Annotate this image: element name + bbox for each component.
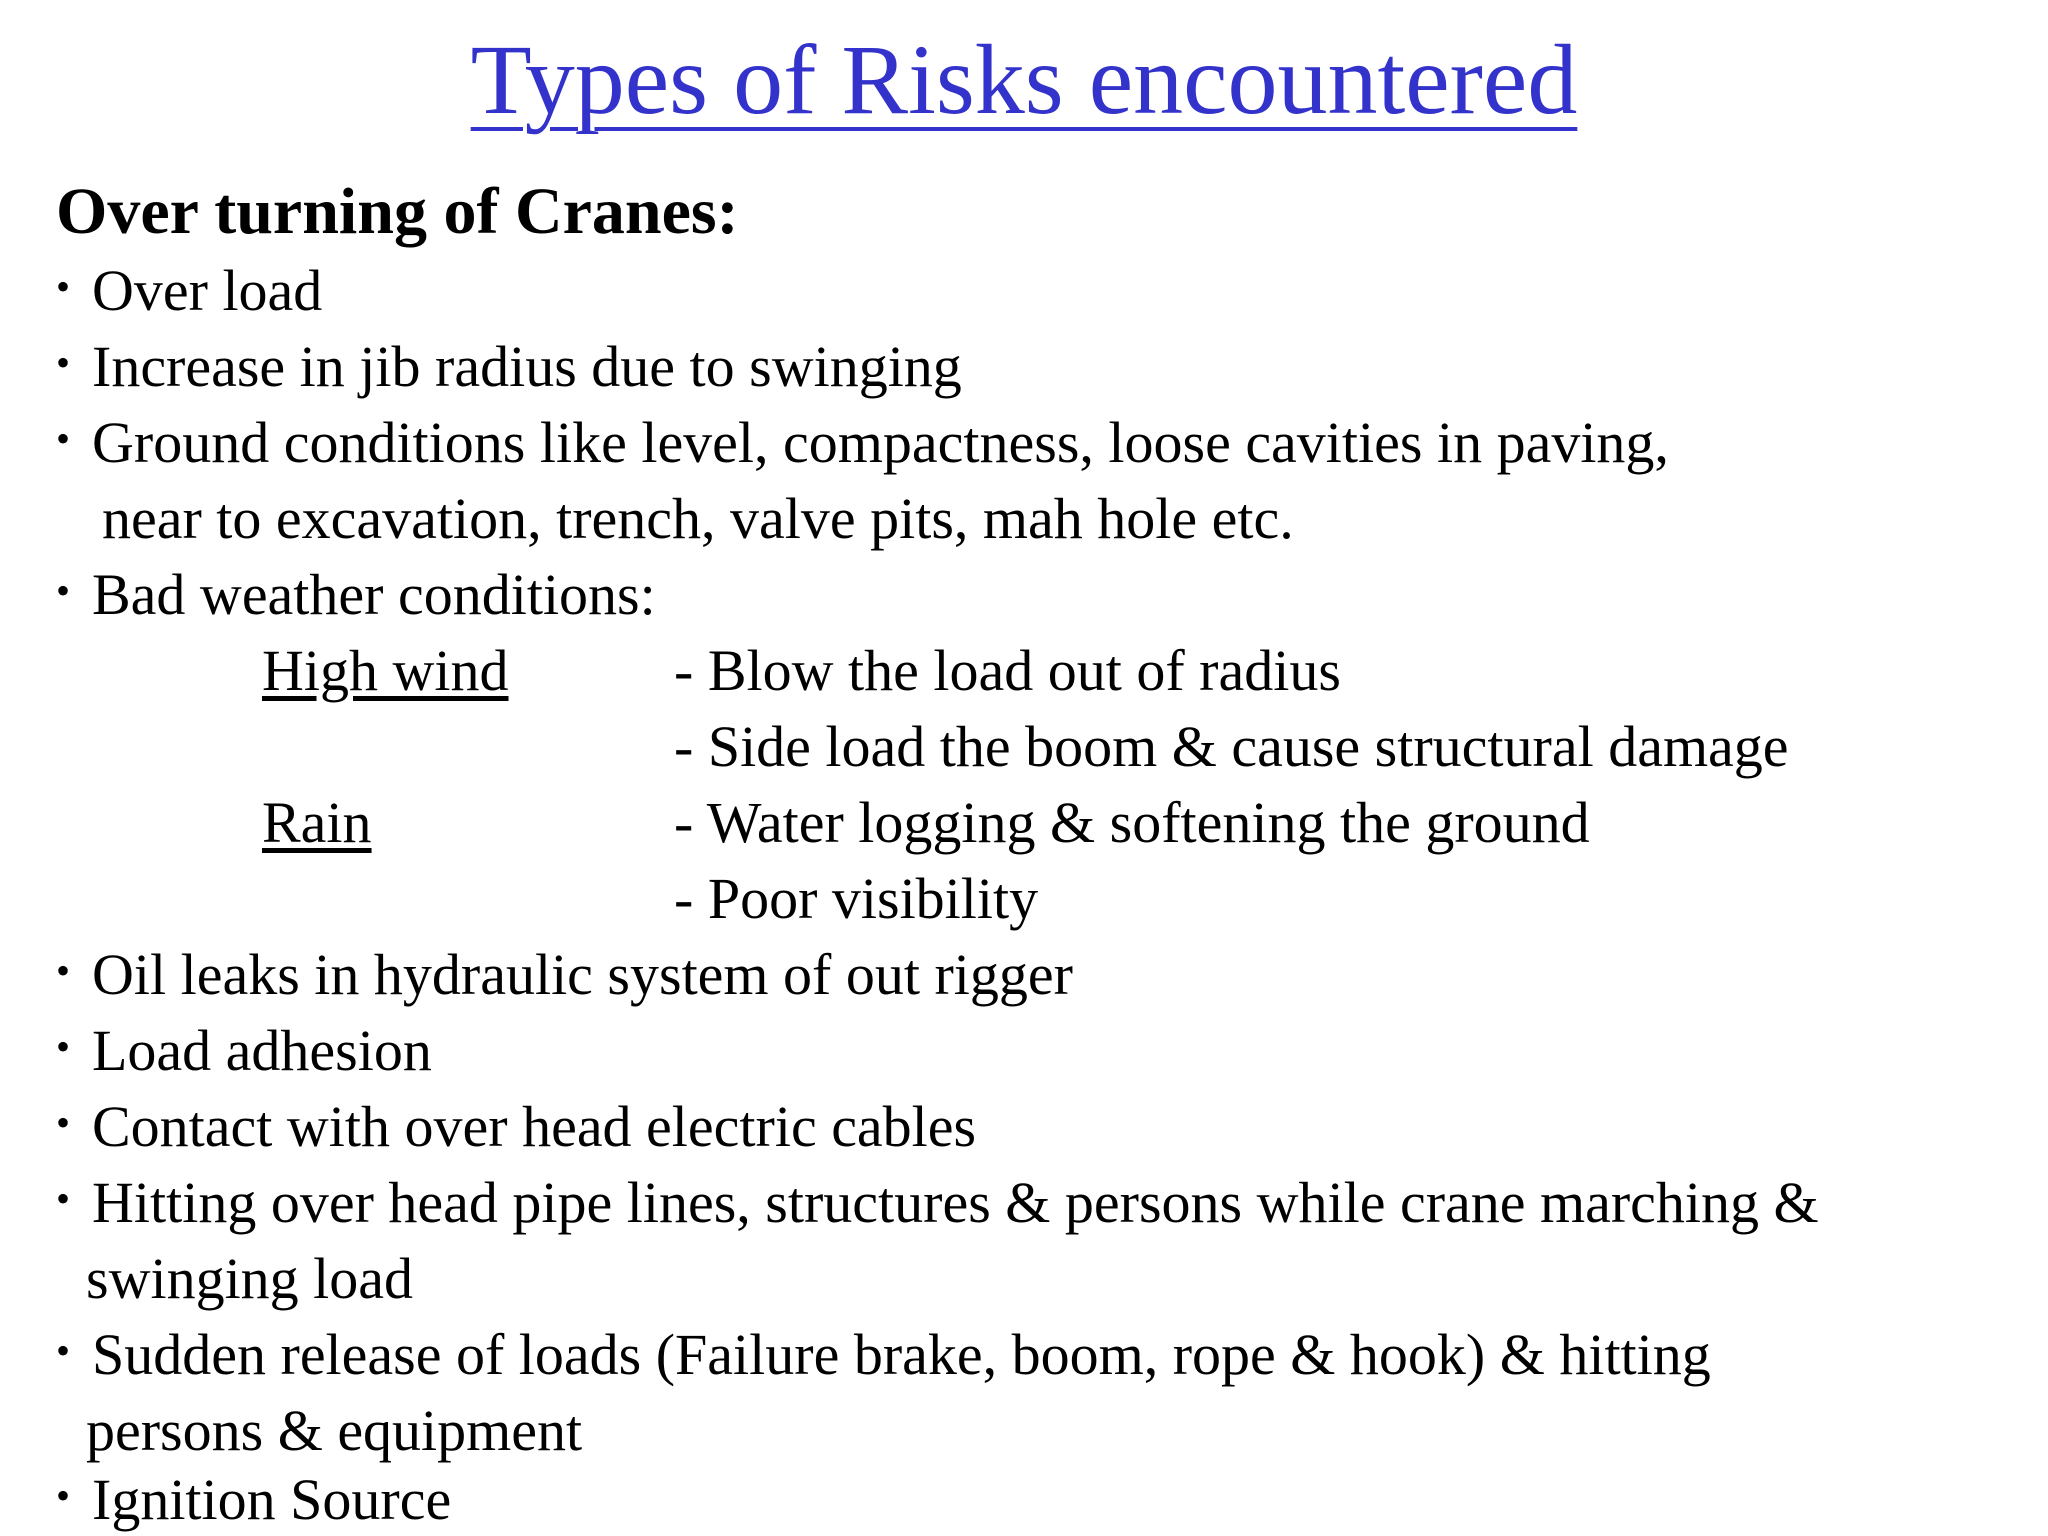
bullet-icon: • [56, 568, 71, 613]
list-item-text: Contact with over head electric cables [92, 1094, 977, 1159]
list-item [56, 940, 1073, 1010]
list-item-text: Hitting over head pipe lines, structures & persons while crane marching & [92, 1170, 1819, 1235]
bullet-icon: • [56, 416, 71, 461]
bullet-icon: • [56, 340, 71, 385]
list-item-continuation: persons & equipment [86, 1398, 583, 1463]
list-item-text: Ignition Source [92, 1467, 452, 1532]
bullet-icon: • [56, 1328, 71, 1373]
list-item [56, 1092, 976, 1162]
slide-title: Types of Risks encountered [470, 24, 1578, 135]
list-item-continuation: swinging load [86, 1246, 414, 1311]
list-item [56, 1016, 432, 1086]
bullet-icon: • [56, 1473, 71, 1518]
list-item-text: Over load [92, 258, 323, 323]
rain-effect: - Poor visibility [674, 866, 1039, 931]
high-wind-effect: - Side load the boom & cause structural damage [674, 714, 1789, 779]
bullet-icon: • [56, 1100, 71, 1145]
bullet-icon: • [56, 948, 71, 993]
bullet-icon: • [56, 264, 71, 309]
rain-effect: - Water logging & softening the ground [674, 790, 1590, 855]
list-item-text: Bad weather conditions: [92, 562, 656, 627]
list-item [56, 408, 1669, 478]
list-item-text: Oil leaks in hydraulic system of out rigger [92, 942, 1073, 1007]
list-item [56, 332, 962, 402]
list-item-text: Sudden release of loads (Failure brake, boom, rope & hook) & hitting [92, 1322, 1711, 1387]
list-item [56, 1320, 1711, 1390]
bullet-icon: • [56, 1024, 71, 1069]
list-item [56, 1168, 1819, 1238]
high-wind-label: High wind [262, 638, 509, 703]
list-item [56, 1465, 451, 1535]
list-item-text: Load adhesion [92, 1018, 432, 1083]
list-item-continuation: near to excavation, trench, valve pits, mah hole etc. [102, 486, 1294, 551]
list-item [56, 560, 656, 630]
rain-label: Rain [262, 790, 372, 855]
high-wind-effect: - Blow the load out of radius [674, 638, 1341, 703]
list-item-text: Ground conditions like level, compactness, loose cavities in paving, [92, 410, 1669, 475]
list-item [56, 256, 322, 326]
list-item-text: Increase in jib radius due to swinging [92, 334, 962, 399]
bullet-icon: • [56, 1176, 71, 1221]
section-heading: Over turning of Cranes: [56, 175, 739, 248]
